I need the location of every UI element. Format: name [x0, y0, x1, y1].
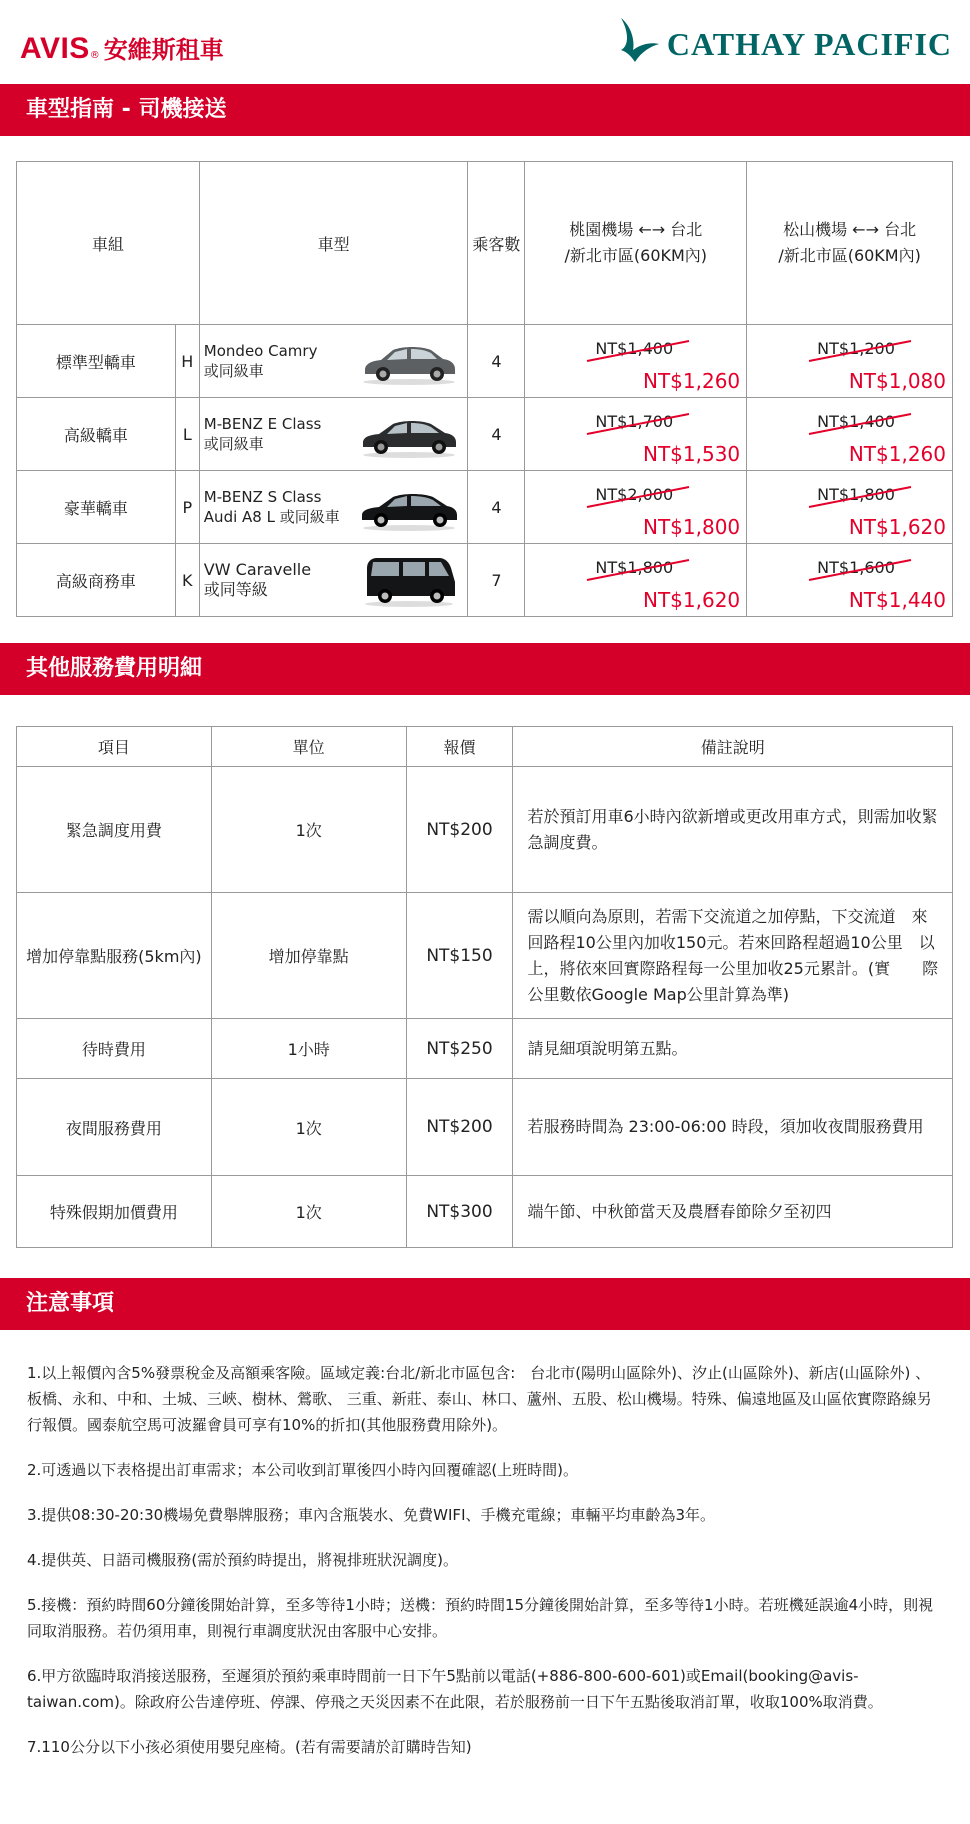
- model-name: VW Caravelle: [203, 560, 312, 579]
- avis-logo: [20, 30, 224, 66]
- table-row: [17, 893, 953, 1019]
- service-price: NT$300: [406, 1176, 513, 1248]
- vehicle-model: [199, 398, 468, 471]
- price-songshan: [747, 398, 953, 471]
- service-table-header-row: [17, 727, 953, 767]
- service-note: 端午節、中秋節當天及農曆春節除夕至初四: [513, 1176, 953, 1248]
- service-note: 請見細項說明第五點。: [513, 1019, 953, 1079]
- vehicle-group: 高級轎車: [17, 398, 176, 471]
- model-name: M-BENZ S Class: [203, 488, 322, 506]
- section-banner-service-fees: 其他服務費用明細: [0, 643, 970, 695]
- header-item: 項目: [17, 727, 212, 767]
- original-price: NT$2,000: [595, 485, 674, 504]
- service-item: 夜間服務費用: [17, 1079, 212, 1176]
- table-row: [17, 1079, 953, 1176]
- header-price: 報價: [406, 727, 513, 767]
- discount-price: NT$1,440: [848, 588, 946, 612]
- service-price: NT$150: [406, 893, 513, 1019]
- discount-price: NT$1,260: [848, 442, 946, 466]
- price-songshan: [747, 544, 953, 617]
- table-row: [17, 1019, 953, 1079]
- model-equivalent: 或同級車: [203, 362, 264, 380]
- note-item: 3.提供08:30-20:30機場免費舉牌服務；車內含瓶裝水、免費WIFI、手機充電線；車輛平均車齡為3年。: [27, 1506, 716, 1524]
- vehicle-passengers: 4: [468, 398, 525, 471]
- model-name: Mondeo Camry: [203, 342, 318, 360]
- route-songshan-line2: /新北市區(60KM內): [778, 246, 921, 265]
- vehicle-group: 高級商務車: [17, 544, 176, 617]
- service-item: 增加停靠點服務(5km內): [17, 893, 212, 1019]
- discount-price: NT$1,620: [848, 515, 946, 539]
- sedan-car-image: [359, 482, 459, 532]
- page-header: [0, 0, 970, 84]
- service-price: NT$200: [406, 1079, 513, 1176]
- strikethrough-mark: [807, 337, 917, 365]
- service-note: 若於預訂用車6小時內欲新增或更改用車方式，則需加收緊急調度費。: [513, 767, 953, 893]
- vehicle-passengers: 4: [468, 471, 525, 544]
- original-price: NT$1,700: [595, 412, 674, 431]
- service-item: 特殊假期加價費用: [17, 1176, 212, 1248]
- header-route-songshan: [747, 162, 953, 325]
- route-taoyuan-line2: /新北市區(60KM內): [564, 246, 708, 265]
- strikethrough-mark: [585, 483, 695, 511]
- cathay-brand: CATHAY PACIFIC: [666, 26, 952, 62]
- model-equivalent: 或同級車: [203, 435, 264, 453]
- service-unit: 1次: [211, 1176, 406, 1248]
- service-unit: 1次: [211, 767, 406, 893]
- original-price: NT$1,200: [817, 339, 895, 358]
- vehicle-passengers: 4: [468, 325, 525, 398]
- table-row: [17, 398, 953, 471]
- cathay-pacific-logo: [617, 16, 952, 64]
- cathay-brushwing-icon: [617, 16, 661, 64]
- service-unit: 1次: [211, 1079, 406, 1176]
- table-row: [17, 325, 953, 398]
- model-equivalent: Audi A8 L 或同級車: [203, 508, 340, 526]
- price-taoyuan: [525, 471, 747, 544]
- discount-price: NT$1,080: [848, 369, 946, 393]
- vehicle-group: 豪華轎車: [17, 471, 176, 544]
- vehicle-model: [199, 471, 468, 544]
- original-price: NT$1,400: [817, 412, 895, 431]
- service-price: NT$250: [406, 1019, 513, 1079]
- service-price: NT$200: [406, 767, 513, 893]
- vehicle-code: H: [175, 325, 199, 398]
- avis-brand: AVIS: [20, 32, 90, 65]
- discount-price: NT$1,620: [643, 588, 741, 612]
- original-price: NT$1,800: [817, 485, 895, 504]
- service-fee-table: [16, 726, 953, 1248]
- vehicle-model: [199, 325, 468, 398]
- service-unit: 1小時: [211, 1019, 406, 1079]
- original-price: NT$1,600: [817, 558, 895, 577]
- header-note: 備註說明: [513, 727, 953, 767]
- model-name: M-BENZ E Class: [203, 415, 322, 433]
- strikethrough-mark: [807, 556, 917, 584]
- original-price: NT$1,400: [595, 339, 674, 358]
- price-taoyuan: [525, 544, 747, 617]
- table-row: [17, 1176, 953, 1248]
- note-item: 1.以上報價內含5%發票稅金及高額乘客險。區域定義:台北/新北市區包含: 台北市(陽明山區除外)、汐止(山區除外)、新店(山區除外) 、板橋、永和、中和、土城、三峽、樹林、鶯歌、 三重、新莊、泰山、林口、蘆州、五股、松山機場。特殊、偏遠地區及山區依實際路線另行報價。國泰航空馬可波羅會員可享有10%的折扣(其他服務費用除外)。: [27, 1364, 932, 1434]
- vehicle-table-header-row: [17, 162, 953, 325]
- route-songshan-line1: 松山機場 ←→ 台北: [783, 220, 917, 239]
- vehicle-code: P: [175, 471, 199, 544]
- section-banner-notes: 注意事項: [0, 1278, 970, 1330]
- header-group: 車組: [17, 162, 200, 325]
- note-item: 2.可透過以下表格提出訂車需求；本公司收到訂單後四小時內回覆確認(上班時間)。: [27, 1461, 579, 1479]
- model-equivalent: 或同等級: [203, 580, 268, 599]
- header-unit: 單位: [211, 727, 406, 767]
- strikethrough-mark: [807, 410, 917, 438]
- route-taoyuan-line1: 桃園機場 ←→ 台北: [569, 220, 703, 239]
- price-songshan: [747, 325, 953, 398]
- service-item: 緊急調度用費: [17, 767, 212, 893]
- price-taoyuan: [525, 325, 747, 398]
- note-item: 6.甲方欲臨時取消接送服務，至遲須於預約乘車時間前一日下午5點前以電話(+886-800-600-601)或Email(booking@avis-taiwan.com)。除政府公告達停班、停課、停飛之天災因素不在此限，若於服務前一日下午五點後取消訂單，收取100%取消費。: [27, 1667, 883, 1711]
- vehicle-price-table: [16, 161, 953, 617]
- discount-price: NT$1,530: [643, 442, 741, 466]
- section-banner-vehicle-guide: 車型指南 - 司機接送: [0, 84, 970, 136]
- vehicle-model: [199, 544, 468, 617]
- service-note: 若服務時間為 23:00-06:00 時段，須加收夜間服務費用: [513, 1079, 953, 1176]
- strikethrough-mark: [585, 410, 695, 438]
- price-songshan: [747, 471, 953, 544]
- strikethrough-mark: [585, 556, 695, 584]
- vehicle-code: L: [175, 398, 199, 471]
- avis-chinese-name: 安維斯租車: [103, 36, 224, 64]
- header-model: 車型: [199, 162, 468, 325]
- price-taoyuan: [525, 398, 747, 471]
- sedan-car-image: [359, 336, 459, 386]
- avis-registered-mark: ®: [89, 50, 100, 61]
- notes-list: [27, 1360, 942, 1779]
- table-row: [17, 544, 953, 617]
- note-item: 4.提供英、日語司機服務(需於預約時提出，將視排班狀況調度)。: [27, 1551, 459, 1569]
- header-passengers: 乘客數: [468, 162, 525, 325]
- sedan-car-image: [359, 409, 459, 459]
- note-item: 7.110公分以下小孩必須使用嬰兒座椅。(若有需要請於訂購時告知): [27, 1738, 472, 1756]
- vehicle-group: 標準型轎車: [17, 325, 176, 398]
- original-price: NT$1,800: [595, 558, 674, 577]
- service-note: 需以順向為原則，若需下交流道之加停點，下交流道 來回路程10公里內加收150元。若來回路程超過10公里 以上，將依來回實際路程每一公里加收25元累計。(實 際公里數依Google Map公里計算為準): [513, 893, 953, 1019]
- table-row: [17, 471, 953, 544]
- discount-price: NT$1,800: [643, 515, 741, 539]
- note-item: 5.接機：預約時間60分鐘後開始計算，至多等待1小時；送機：預約時間15分鐘後開始計算，至多等待1小時。若班機延誤逾4小時，則視同取消服務。若仍須用車，則視行車調度狀況由客服中心安排。: [27, 1596, 934, 1640]
- strikethrough-mark: [807, 483, 917, 511]
- vehicle-passengers: 7: [468, 544, 525, 617]
- table-row: [17, 767, 953, 893]
- service-item: 待時費用: [17, 1019, 212, 1079]
- header-route-taoyuan: [525, 162, 747, 325]
- vehicle-code: K: [175, 544, 199, 617]
- discount-price: NT$1,260: [643, 369, 741, 393]
- van-car-image: [359, 552, 459, 608]
- service-unit: 增加停靠點: [211, 893, 406, 1019]
- strikethrough-mark: [585, 337, 695, 365]
